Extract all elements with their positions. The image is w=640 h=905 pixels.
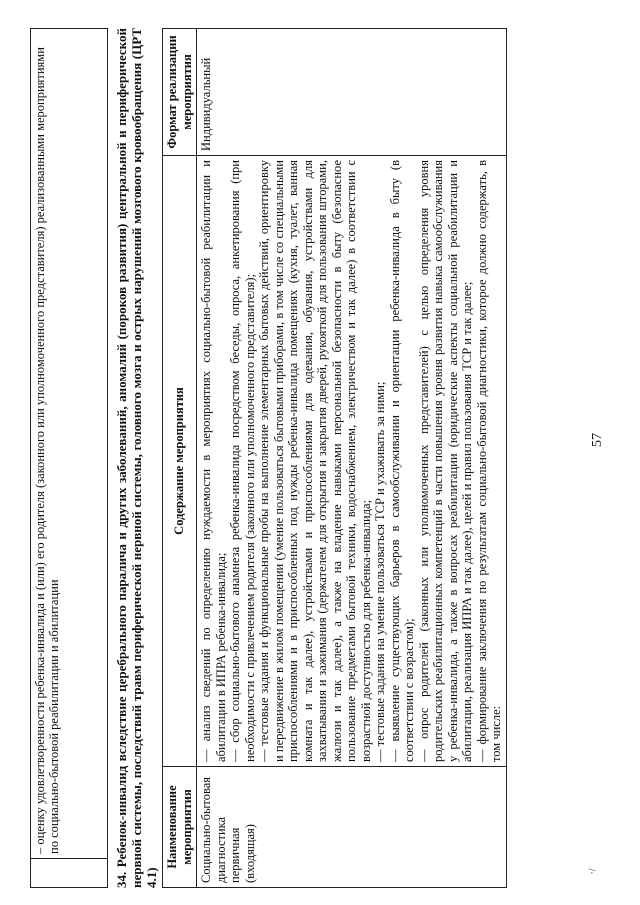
continuation-text (31, 29, 108, 859)
rotated-page-content (30, 28, 590, 888)
table-row (31, 29, 108, 888)
content-item: — тестовые задания на умение пользоваться ТСР и ухаживать за ними; (373, 381, 387, 762)
header-name: Наименование мероприятия (163, 767, 197, 888)
section-heading: 34. Ребенок-инвалид вследствие церебрального паралича и других заболеваний, аномалий (пороков развития) центральной и периферической нервной системы, последствий травм периферической нервной системы, головного мозга и острых нарушений мозгового кровообращения (ЦРТ 4.1) (114, 28, 159, 888)
dash-marker: – (33, 847, 47, 854)
activity-format: Индивидуальный (197, 29, 507, 156)
activities-table (162, 28, 507, 888)
content-item: — сбор социально-бытового анамнеза ребенка-инвалида посредством беседы, опроса, анкетирования (при необходимости с привлечением родителя (законного или уполномоченного представителя); (228, 160, 257, 762)
header-format: Формат реализации мероприятия (163, 29, 197, 156)
content-item: — анализ сведений по определению нуждаемости в мероприятиях социально-бытовой реабилитации и абилитации в ИПРА ребенка-инвалида; (199, 160, 228, 762)
dash-cell (31, 859, 108, 888)
content-item: — выявление существующих барьеров в самообслуживании и ориентации ребенка-инвалида в быту (в соответствии с возрастом); (387, 160, 416, 762)
table-row (197, 29, 507, 888)
activity-content (197, 156, 507, 767)
header-content: Содержание мероприятия (163, 156, 197, 767)
table-header-row (163, 29, 197, 888)
content-item: — тестовые задания и функциональные пробы на выполнение элементарных бытовых действий, ориентировку и передвижение в жилом помещении (умение пользоваться бытовыми приборами, в том числе со специальными приспособлениями и в приспособленных под нужды ребенка-инвалида помещениях (кухня, туалет, ванная комната и так далее), устройствами и приспособлениями для одевания, обувания, устройствами для захватывания и зажимания (держателем для открытия и закрытия дверей, рукояткой для пользования шторами, жалюзи и так далее), а также на владение навыками персональной безопасности в быту (безопасное пользование предметами бытовой техники, водоснабжением, электричеством и так далее) в соответствии с возрастной доступностью для ребенка-инвалида; (257, 160, 373, 762)
scan-mark: ·/ (587, 868, 599, 875)
content-item: — опрос родителей (законных или уполномоченных представителей) с целью определения уровня родительских реабилитационных компетенций в части повышения уровня развития навыка самообслуживания у ребенка-инвалида, а также в вопросах реабилитации (юридические аспекты социальной реабилитации и абилитации, реализация ИПРА и так далее), целей и правил пользования ТСР и так далее; (416, 160, 474, 762)
content-item: — формирование заключения по результатам социально-бытовой диагностики, которое должно содержать, в том числе: (474, 160, 503, 762)
page-number: 57 (590, 433, 605, 447)
continuation-item: оценку удовлетворенности ребенка-инвалида и (или) его родителя (законного или уполномоченного представителя) реализованными мероприятиями по социально-бытовой реабилитации и абилитации (33, 47, 61, 854)
continuation-table (30, 28, 108, 888)
activity-name: Социально-бытовая диагностика первичная (входящая) (197, 767, 507, 888)
